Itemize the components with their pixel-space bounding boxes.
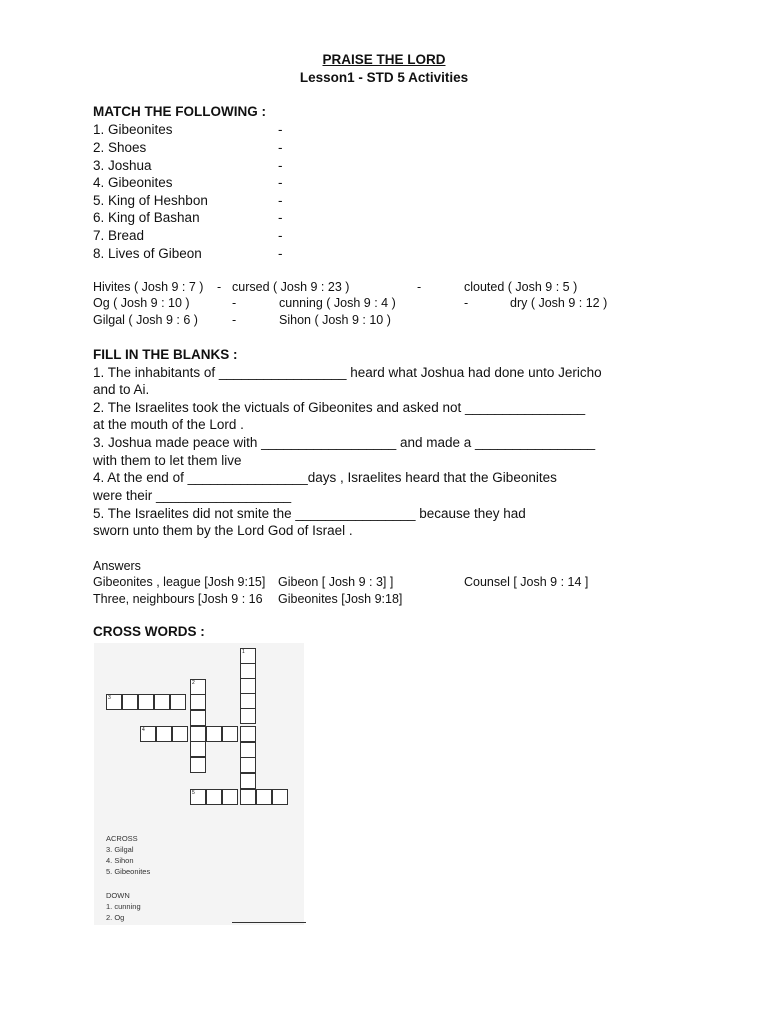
crossword-cell bbox=[156, 726, 172, 742]
clue-number: 4 bbox=[142, 727, 145, 733]
crossword-cell bbox=[206, 789, 222, 805]
match-option: clouted ( Josh 9 : 5 ) bbox=[464, 280, 578, 294]
crossword-cell bbox=[122, 694, 138, 710]
answers-label: Answers bbox=[93, 559, 141, 573]
clue-number: 2 bbox=[192, 680, 195, 686]
fill-line: were their __________________ bbox=[93, 488, 292, 503]
crossword-cell bbox=[190, 694, 206, 710]
crossword-image bbox=[94, 643, 304, 925]
across-clue: 5. Gibeonites bbox=[106, 867, 151, 876]
crossword-cell bbox=[240, 789, 256, 805]
match-option: cunning ( Josh 9 : 4 ) bbox=[279, 296, 396, 310]
crossword-cell bbox=[140, 726, 156, 742]
fill-line: 1. The inhabitants of _________________ heard what Joshua had done unto Jericho bbox=[93, 365, 602, 380]
fill-heading: FILL IN THE BLANKS : bbox=[93, 347, 238, 362]
option-dash: - bbox=[464, 296, 469, 310]
across-clue: 3. Gilgal bbox=[106, 845, 134, 854]
crossword-cell bbox=[172, 726, 188, 742]
page-subtitle: Lesson1 - STD 5 Activities bbox=[299, 70, 469, 85]
match-item: 5. King of Heshbon bbox=[93, 193, 208, 208]
clue-number: 5 bbox=[192, 790, 195, 796]
match-item: 6. King of Bashan bbox=[93, 210, 200, 225]
crossword-heading: CROSS WORDS : bbox=[93, 624, 205, 639]
match-dash: - bbox=[278, 122, 283, 137]
match-item: 8. Lives of Gibeon bbox=[93, 246, 202, 261]
crossword-cell bbox=[138, 694, 154, 710]
crossword-cell bbox=[106, 694, 122, 710]
across-clue: 4. Sihon bbox=[106, 856, 134, 865]
answer-item: Three, neighbours [Josh 9 : 16 bbox=[93, 592, 263, 606]
crossword-cell bbox=[190, 726, 206, 742]
crossword-cell bbox=[240, 708, 256, 724]
match-dash: - bbox=[278, 228, 283, 243]
answer-item: Gibeon [ Josh 9 : 3] ] bbox=[278, 575, 394, 589]
crossword-cell bbox=[240, 663, 256, 679]
match-item: 7. Bread bbox=[93, 228, 145, 243]
answer-item: Gibeonites , league [Josh 9:15] bbox=[93, 575, 266, 589]
match-dash: - bbox=[278, 246, 283, 261]
match-option: dry ( Josh 9 : 12 ) bbox=[510, 296, 608, 310]
page-title: PRAISE THE LORD bbox=[322, 52, 446, 67]
option-dash: - bbox=[417, 280, 422, 294]
match-item: 2. Shoes bbox=[93, 140, 147, 155]
across-label: ACROSS bbox=[106, 834, 138, 843]
match-option: Hivites ( Josh 9 : 7 ) bbox=[93, 280, 204, 294]
crossword-cell bbox=[240, 742, 256, 758]
crossword-cell bbox=[190, 679, 206, 695]
match-option: cursed ( Josh 9 : 23 ) bbox=[232, 280, 350, 294]
crossword-cell bbox=[256, 789, 272, 805]
match-dash: - bbox=[278, 175, 283, 190]
match-option: Sihon ( Josh 9 : 10 ) bbox=[279, 313, 391, 327]
crossword-cell bbox=[240, 726, 256, 742]
crossword-cell bbox=[222, 726, 238, 742]
crossword-cell bbox=[190, 710, 206, 726]
crossword-cell bbox=[206, 726, 222, 742]
match-heading: MATCH THE FOLLOWING : bbox=[93, 104, 266, 119]
crossword-cell bbox=[190, 757, 206, 773]
crossword-cell bbox=[240, 678, 256, 694]
clue-number: 3 bbox=[108, 695, 111, 701]
fill-line: at the mouth of the Lord . bbox=[93, 417, 244, 432]
option-dash: - bbox=[232, 296, 237, 310]
option-dash: - bbox=[232, 313, 237, 327]
option-dash: - bbox=[217, 280, 222, 294]
match-option: Og ( Josh 9 : 10 ) bbox=[93, 296, 190, 310]
answer-item: Gibeonites [Josh 9:18] bbox=[278, 592, 403, 606]
match-item: 1. Gibeonites bbox=[93, 122, 173, 137]
fill-line: 5. The Israelites did not smite the ________________ because they had bbox=[93, 506, 526, 521]
match-dash: - bbox=[278, 158, 283, 173]
crossword-cell bbox=[154, 694, 170, 710]
match-dash: - bbox=[278, 193, 283, 208]
crossword-cell bbox=[240, 693, 256, 709]
fill-line: and to Ai. bbox=[93, 382, 150, 397]
crossword-cell bbox=[272, 789, 288, 805]
crossword-cell bbox=[222, 789, 238, 805]
crossword-cell bbox=[170, 694, 186, 710]
crossword-cell bbox=[240, 648, 256, 664]
divider-line bbox=[232, 922, 306, 923]
fill-line: sworn unto them by the Lord God of Israel . bbox=[93, 523, 353, 538]
fill-line: 2. The Israelites took the victuals of Gibeonites and asked not ________________ bbox=[93, 400, 586, 415]
fill-line: with them to let them live bbox=[93, 453, 242, 468]
crossword-cell bbox=[240, 773, 256, 789]
match-item: 3. Joshua bbox=[93, 158, 152, 173]
down-clue: 1. cunning bbox=[106, 902, 141, 911]
match-dash: - bbox=[278, 210, 283, 225]
fill-line: 4. At the end of ________________days , Israelites heard that the Gibeonites bbox=[93, 470, 557, 485]
crossword-cell bbox=[240, 757, 256, 773]
crossword-cell bbox=[190, 741, 206, 757]
match-item: 4. Gibeonites bbox=[93, 175, 173, 190]
match-dash: - bbox=[278, 140, 283, 155]
answer-item: Counsel [ Josh 9 : 14 ] bbox=[464, 575, 589, 589]
clue-number: 1 bbox=[242, 649, 245, 655]
crossword-cell bbox=[190, 789, 206, 805]
match-option: Gilgal ( Josh 9 : 6 ) bbox=[93, 313, 198, 327]
fill-line: 3. Joshua made peace with __________________ and made a ________________ bbox=[93, 435, 596, 450]
down-clue: 2. Og bbox=[106, 913, 125, 922]
down-label: DOWN bbox=[106, 891, 130, 900]
